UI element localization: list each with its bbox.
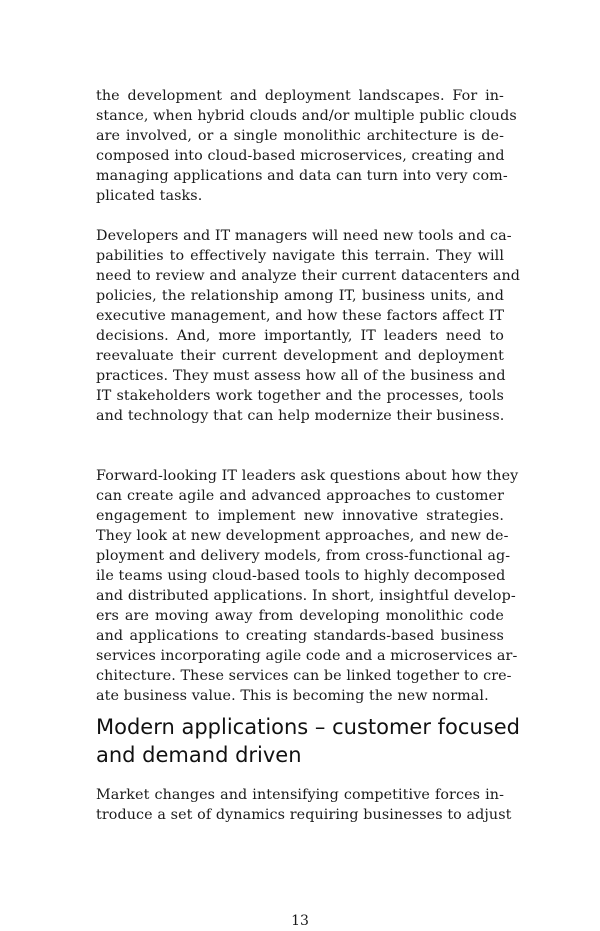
text-line: practices. They must assess how all of the business and [96, 368, 506, 384]
text-line: ployment and delivery models, from cross-functional ag- [96, 548, 511, 564]
text-line: pabilities to effectively navigate this terrain. They will [96, 248, 504, 264]
text-line: ers are moving away from developing monolithic code [96, 608, 504, 624]
text-line: and technology that can help modernize their business. [96, 408, 505, 424]
text-line: and distributed applications. In short, insightful develop- [96, 588, 516, 604]
text-line: decisions. And, more importantly, IT leaders need to [96, 328, 504, 344]
text-line: ile teams using cloud-based tools to highly decomposed [96, 568, 506, 584]
text-line: and applications to creating standards-based business [96, 628, 504, 644]
text-line: IT stakeholders work together and the processes, tools [96, 388, 504, 404]
paragraph-landscapes [96, 86, 517, 206]
page-number: 13 [291, 913, 309, 929]
text-line: plicated tasks. [96, 188, 203, 204]
text-line: composed into cloud-based microservices, creating and [96, 148, 505, 164]
text-line: Forward-looking IT leaders ask questions about how they [96, 468, 519, 484]
heading-line: Modern applications – customer focused [96, 715, 520, 739]
text-line: are involved, or a single monolithic architecture is de- [96, 128, 504, 144]
paragraph-forward-looking [96, 466, 519, 706]
text-line: Market changes and intensifying competitive forces in- [96, 787, 504, 803]
text-line: policies, the relationship among IT, business units, and [96, 288, 504, 304]
text-line: troduce a set of dynamics requiring businesses to adjust [96, 807, 512, 823]
text-line: executive management, and how these factors affect IT [96, 308, 505, 324]
text-line: need to review and analyze their current datacenters and [96, 268, 521, 284]
text-line: can create agile and advanced approaches to customer [96, 488, 504, 504]
heading-line: and demand driven [96, 743, 302, 767]
text-line: ate business value. This is becoming the new normal. [96, 688, 489, 704]
text-line: services incorporating agile code and a microservices ar- [96, 648, 518, 664]
section-heading [96, 713, 520, 769]
text-line: the development and deployment landscapes. For in- [96, 88, 504, 104]
paragraph-developers [96, 226, 521, 426]
text-line: Developers and IT managers will need new tools and ca- [96, 228, 512, 244]
text-line: chitecture. These services can be linked together to cre- [96, 668, 512, 684]
text-line: stance, when hybrid clouds and/or multiple public clouds [96, 108, 517, 124]
paragraph-market-changes [96, 785, 512, 825]
text-line: They look at new development approaches, and new de- [96, 528, 509, 544]
text-line: engagement to implement new innovative strategies. [96, 508, 504, 524]
text-line: managing applications and data can turn into very com- [96, 168, 508, 184]
text-line: reevaluate their current development and deployment [96, 348, 504, 364]
